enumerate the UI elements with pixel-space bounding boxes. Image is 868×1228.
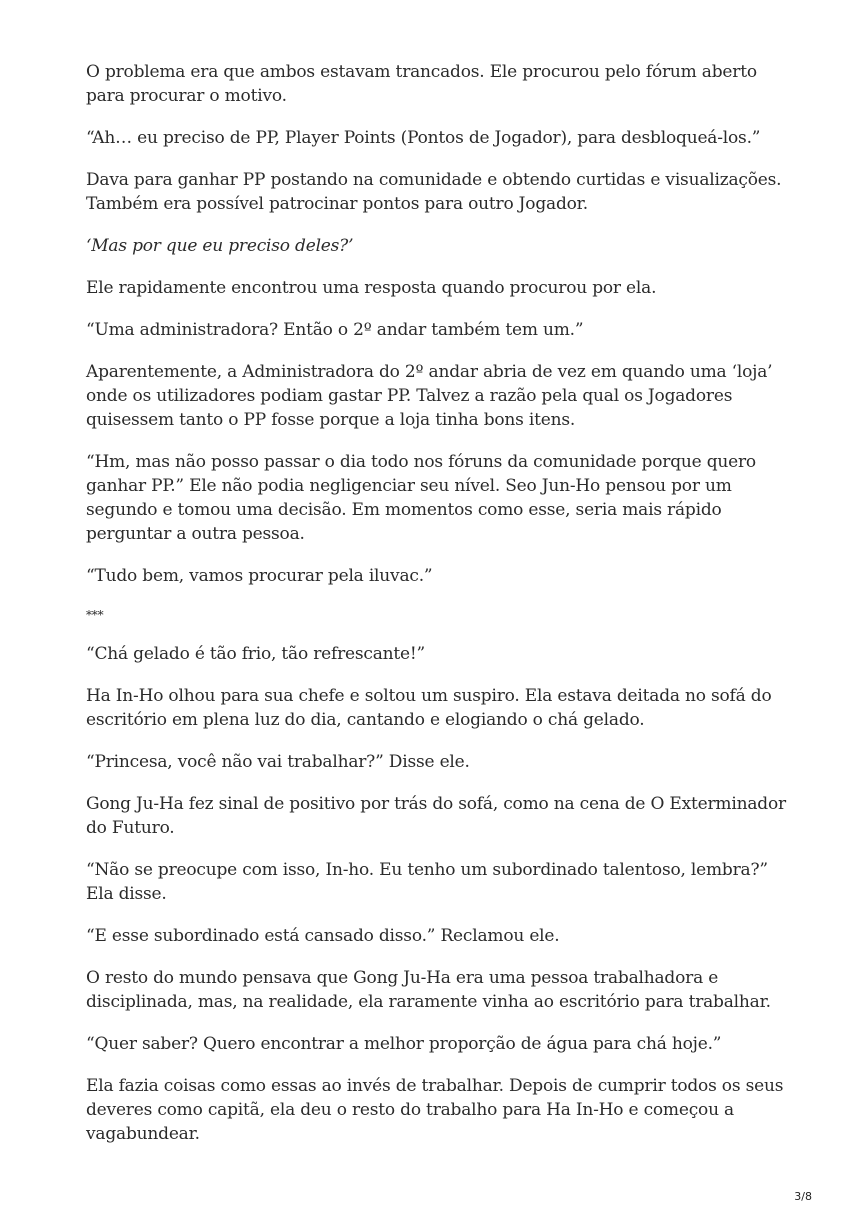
scene-separator: *** xyxy=(86,608,104,622)
paragraph: Dava para ganhar PP postando na comunidade e obtendo curtidas e visualizações. Também era possível patrocinar pontos para outro Jogador. xyxy=(86,170,782,214)
paragraph: O resto do mundo pensava que Gong Ju-Ha era uma pessoa trabalhadora e disciplinada, mas, na realidade, ela raramente vinha ao escritório para trabalhar. xyxy=(86,968,771,1012)
paragraph: “Não se preocupe com isso, In-ho. Eu tenho um subordinado talentoso, lembra?” Ela disse. xyxy=(86,860,768,904)
paragraph: “Princesa, você não vai trabalhar?” Disse ele. xyxy=(86,752,470,772)
paragraph: Aparentemente, a Administradora do 2º andar abria de vez em quando uma ‘loja’ onde os utilizadores podiam gastar PP. Talvez a razão pela qual os Jogadores quisessem tanto o PP fosse porque a loja tinha bons itens. xyxy=(86,362,773,430)
paragraph: Gong Ju-Ha fez sinal de positivo por trás do sofá, como na cena de O Exterminador do Futuro. xyxy=(86,794,786,838)
paragraph: “Hm, mas não posso passar o dia todo nos fóruns da comunidade porque quero ganhar PP.” Ele não podia negligenciar seu nível. Seo Jun-Ho pensou por um segundo e tomou uma decisão. Em momentos como esse, seria mais rápido perguntar a outra pessoa. xyxy=(86,452,756,544)
paragraph: Ele rapidamente encontrou uma resposta quando procurou por ela. xyxy=(86,278,657,298)
paragraph: “Chá gelado é tão frio, tão refrescante!” xyxy=(86,644,426,664)
paragraph-italic-thought: ‘Mas por que eu preciso deles?’ xyxy=(86,236,354,256)
page-number: 3/8 xyxy=(794,1190,812,1203)
paragraph: “Uma administradora? Então o 2º andar também tem um.” xyxy=(86,320,584,340)
paragraph: “Ah… eu preciso de PP, Player Points (Pontos de Jogador), para desbloqueá-los.” xyxy=(86,128,761,148)
document-body xyxy=(86,60,786,1164)
paragraph: “Quer saber? Quero encontrar a melhor proporção de água para chá hoje.” xyxy=(86,1034,722,1054)
paragraph: “Tudo bem, vamos procurar pela iluvac.” xyxy=(86,566,433,586)
paragraph: Ha In-Ho olhou para sua chefe e soltou um suspiro. Ela estava deitada no sofá do escritório em plena luz do dia, cantando e elogiando o chá gelado. xyxy=(86,686,772,730)
paragraph: “E esse subordinado está cansado disso.” Reclamou ele. xyxy=(86,926,560,946)
paragraph: Ela fazia coisas como essas ao invés de trabalhar. Depois de cumprir todos os seus deveres como capitã, ela deu o resto do trabalho para Ha In-Ho e começou a vagabundear. xyxy=(86,1076,784,1144)
paragraph: O problema era que ambos estavam trancados. Ele procurou pelo fórum aberto para procurar o motivo. xyxy=(86,62,757,106)
